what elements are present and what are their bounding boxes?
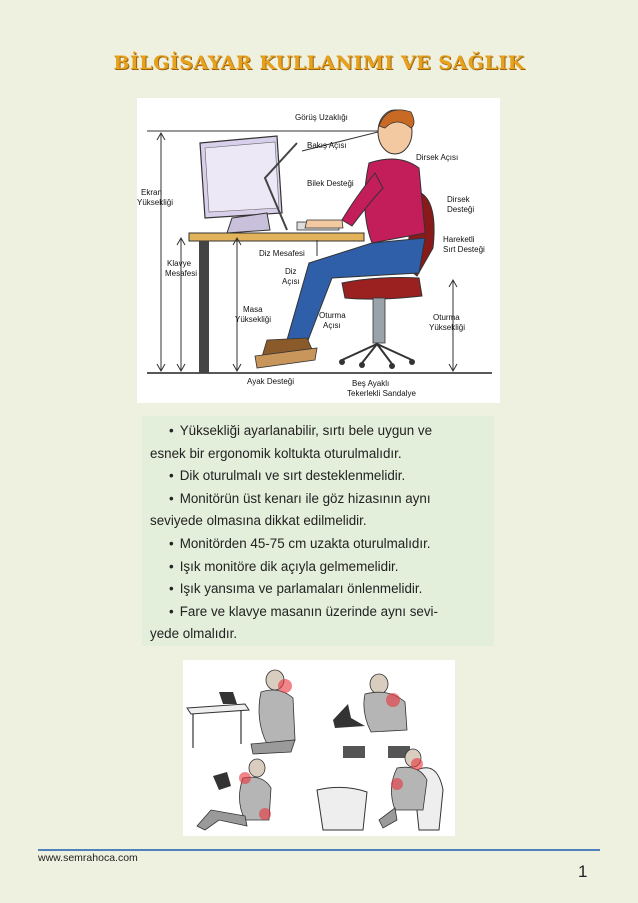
label-hareketli: Hareketli bbox=[443, 235, 475, 244]
label-gorus-uzakligi: Görüş Uzaklığı bbox=[295, 113, 348, 122]
pain-marker-icon bbox=[239, 772, 251, 784]
tip-line bbox=[150, 443, 486, 466]
label-ayak-destegi: Ayak Desteği bbox=[247, 377, 294, 386]
tip-text: esnek bir ergonomik koltukta oturulmalıdır. bbox=[150, 445, 402, 461]
label-oturma-acisi-2: Açısı bbox=[323, 321, 341, 330]
bullet: • bbox=[169, 490, 174, 506]
tip-line bbox=[150, 465, 486, 488]
bullet: • bbox=[169, 581, 174, 597]
pain-marker-icon bbox=[259, 808, 271, 820]
footer-divider bbox=[38, 849, 600, 851]
label-diz-mesafesi: Diz Mesafesi bbox=[259, 249, 305, 258]
pain-marker-icon bbox=[391, 778, 403, 790]
bullet: • bbox=[169, 468, 174, 484]
tip-line bbox=[150, 510, 486, 533]
tip-line bbox=[150, 578, 486, 601]
tip-text: Dik oturulmalı ve sırt desteklenmelidir. bbox=[179, 468, 406, 484]
label-ekran: Ekran bbox=[141, 188, 162, 197]
tip-text: seviyede olmasına dikkat edilmelidir. bbox=[150, 513, 367, 529]
label-oturma-yuksekligi: Oturma bbox=[433, 313, 460, 322]
pain-marker-icon bbox=[278, 679, 292, 693]
tip-text: Monitörün üst kenarı ile göz hizasının aynı bbox=[179, 490, 431, 506]
tip-text: Fare ve klavye masanın üzerinde aynı sevi- bbox=[179, 603, 438, 619]
label-hareketli-2: Sırt Desteği bbox=[443, 245, 485, 254]
page-title: BİLGİSAYAR KULLANIMI VE SAĞLIK bbox=[113, 52, 525, 74]
label-diz-acisi: Diz bbox=[285, 267, 297, 276]
page-number: 1 bbox=[578, 862, 588, 881]
tip-text: yede olmalıdır. bbox=[150, 626, 238, 642]
posture-floor-illustration bbox=[197, 759, 271, 830]
ergonomics-figure bbox=[137, 98, 500, 403]
tip-line bbox=[150, 420, 486, 443]
footer-url: www.semrahoca.com bbox=[38, 852, 138, 864]
pain-marker-icon bbox=[386, 693, 400, 707]
label-masa: Masa bbox=[243, 305, 263, 314]
label-ekran-2: Yüksekliği bbox=[137, 198, 174, 207]
tips-box bbox=[142, 416, 494, 646]
tip-line bbox=[150, 488, 486, 511]
tip-text: Işık yansıma ve parlamaları önlenmelidir. bbox=[179, 581, 423, 597]
label-bilek-destegi: Bilek Desteği bbox=[307, 179, 354, 188]
label-bakis-acisi: Bakış Açısı bbox=[307, 141, 347, 150]
tip-line bbox=[150, 533, 486, 556]
label-sandalye-2: Tekerlekli Sandalye bbox=[347, 389, 416, 398]
tip-line bbox=[150, 556, 486, 579]
label-dirsek-destegi: Dirsek bbox=[447, 195, 470, 204]
label-sandalye: Beş Ayaklı bbox=[352, 379, 390, 388]
posture-seat-illustration bbox=[317, 746, 443, 830]
posture-desk-illustration bbox=[187, 670, 295, 754]
label-klavye-2: Mesafesi bbox=[165, 269, 198, 278]
bullet: • bbox=[169, 423, 174, 438]
tip-text: Işık monitöre dik açıyla gelmemelidir. bbox=[179, 558, 399, 574]
bullet: • bbox=[169, 558, 174, 574]
label-klavye: Klavye bbox=[167, 259, 192, 268]
label-diz-acisi-2: Açısı bbox=[282, 277, 300, 286]
bullet: • bbox=[169, 603, 174, 619]
posture-laptop-illustration bbox=[333, 674, 407, 732]
label-dirsek-acisi: Dirsek Açısı bbox=[416, 153, 459, 162]
label-oturma-acisi: Oturma bbox=[319, 311, 346, 320]
tip-text: Monitörden 45-75 cm uzakta oturulmalıdır. bbox=[179, 535, 431, 551]
label-masa-2: Yüksekliği bbox=[235, 315, 272, 324]
pain-marker-icon bbox=[411, 758, 423, 770]
bullet: • bbox=[169, 535, 174, 551]
label-oturma-yuksekligi-2: Yüksekliği bbox=[429, 323, 466, 332]
label-dirsek-destegi-2: Desteği bbox=[447, 205, 475, 214]
tip-line bbox=[150, 601, 486, 624]
tip-line bbox=[150, 623, 486, 646]
tip-text: Yüksekliği ayarlanabilir, sırtı bele uygun ve bbox=[179, 423, 433, 438]
posture-illustrations bbox=[183, 660, 455, 836]
